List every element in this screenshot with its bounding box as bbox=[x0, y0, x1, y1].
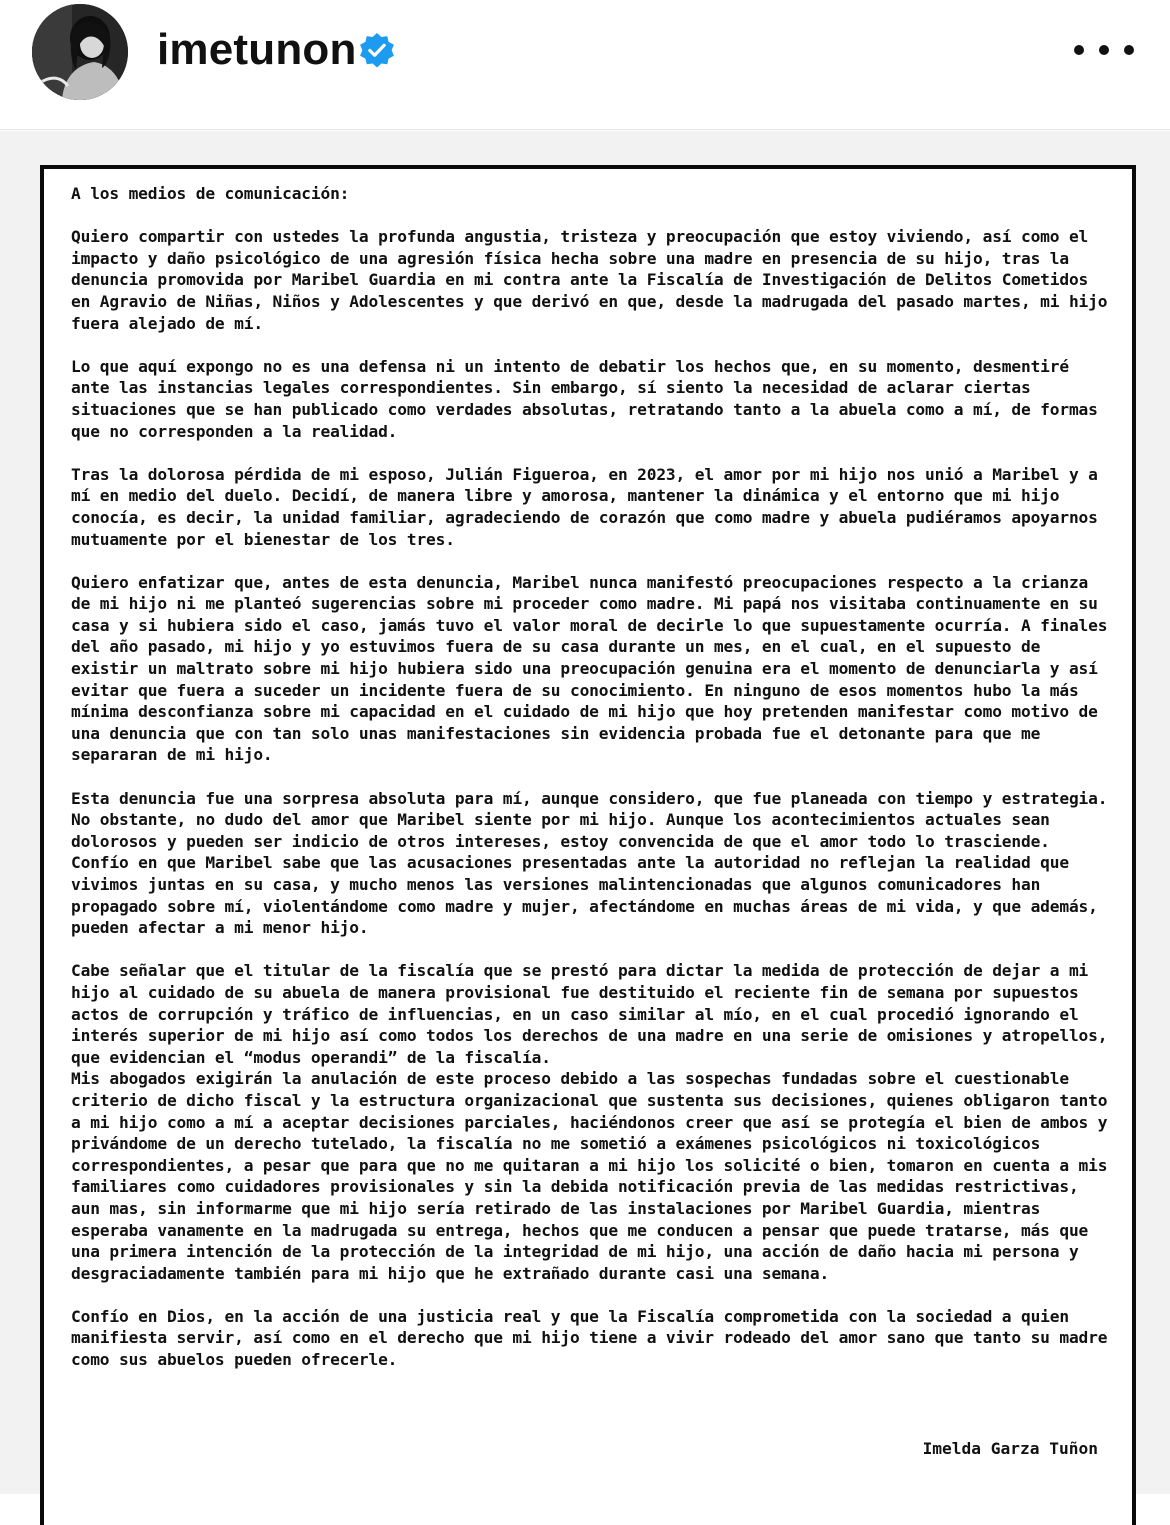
post-image[interactable] bbox=[0, 131, 1170, 1494]
more-dot bbox=[1099, 45, 1109, 55]
letter-signature: Imelda Garza Tuñon bbox=[922, 1439, 1098, 1458]
more-options-icon[interactable] bbox=[1074, 30, 1134, 70]
verified-badge-icon bbox=[358, 32, 396, 70]
letter-paragraph: Confío en Dios, en la acción de una justicia real y que la Fiscalía comprometida con la sociedad a quien manifiesta servir, así como en el derecho que mi hijo tiene a vivir rodeado del amor sano que tanto su madre como sus abuelos pueden ofrecerle. bbox=[71, 1306, 1108, 1370]
letter-paragraph: Esta denuncia fue una sorpresa absoluta para mí, aunque considero, que fue planeada con tiempo y estrategia. No obstante, no dudo del amor que Maribel siente por mi hijo. Aunque los acontecimientos actuales sean dolorosos y pueden ser indicio de otros intereses, estoy convencida de que el amor todo lo trasciende. Confío en que Maribel sabe que las acusaciones presentadas ante la autoridad no reflejan la realidad que vivimos juntas en su casa, y mucho menos las versiones malintencionadas que algunos comunicadores han propagado sobre mí, violentándome como madre y mujer, afectándome en muchas áreas de mi vida, y que además, pueden afectar a mi menor hijo. bbox=[71, 788, 1108, 938]
post-header bbox=[0, 0, 1170, 130]
profile-username[interactable]: imetunon bbox=[157, 25, 357, 74]
letter-body bbox=[71, 183, 1111, 1392]
more-dot bbox=[1074, 45, 1084, 55]
letter-paragraph: Lo que aquí expongo no es una defensa ni un intento de debatir los hechos que, en su momento, desmentiré ante las instancias legales correspondientes. Sin embargo, sí siento la necesidad de aclarar ciertas situaciones que se han publicado como verdades absolutas, retratando tanto a la abuela como a mí, de formas que no corresponden a la realidad. bbox=[71, 356, 1098, 441]
avatar[interactable] bbox=[32, 4, 128, 100]
letter-greeting: A los medios de comunicación: bbox=[71, 184, 350, 203]
letter-paragraph: Cabe señalar que el titular de la fiscalía que se prestó para dictar la medida de protección de dejar a mi hijo al cuidado de su abuela de manera provisional fue destituido el reciente fin de semana por supuestos actos de corrupción y tráfico de influencias, en un caso similar al mío, en el cual procedió ignorando el interés superior de mi hijo así como todos los derechos de una madre en una serie de omisiones y atropellos, que evidencian el “modus operandi” de la fiscalía. bbox=[71, 961, 1108, 1067]
letter-paragraph: Tras la dolorosa pérdida de mi esposo, Julián Figueroa, en 2023, el amor por mi hijo nos unió a Maribel y a mí en medio del duelo. Decidí, de manera libre y amorosa, mantener la dinámica y el entorno que mi hijo conocía, es decir, la unidad familiar, agradeciendo de corazón que como madre y abuela pudiéramos apoyarnos mutuamente por el bienestar de los tres. bbox=[71, 464, 1098, 549]
letter-paragraph: Quiero compartir con ustedes la profunda angustia, tristeza y preocupación que estoy viviendo, así como el impacto y daño psicológico de una agresión física hecha sobre una madre en presencia de su hijo, tras la denuncia promovida por Maribel Guardia en mi contra ante la Fiscalía de Investigación de Delitos Cometidos en Agravio de Niñas, Niños y Adolescentes y que derivó en que, desde la madrugada del pasado martes, mi hijo fuera alejado de mí. bbox=[71, 227, 1108, 333]
letter-paragraph: Quiero enfatizar que, antes de esta denuncia, Maribel nunca manifestó preocupaciones respecto a la crianza de mi hijo ni me planteó sugerencias sobre mi proceder como madre. Mi papá nos visitaba continuamente en su casa y si hubiera sido el caso, jamás tuvo el valor moral de decirle lo que supuestamente ocurría. A finales del año pasado, mi hijo y yo estuvimos fuera de su casa durante un mes, en el cual, en el supuesto de existir un maltrato sobre mi hijo hubiera sido una preocupación genuina era el momento de denunciarla y así evitar que fuera a suceder un incidente fuera de su conocimiento. En ninguno de esos momentos hubo la más mínima desconfianza sobre mi capacidad en el cuidado de mi hijo que hoy pretenden manifestar como motivo de una denuncia que con tan solo unas manifestaciones sin evidencia probada fue el detonante para que me separaran de mi hijo. bbox=[71, 572, 1108, 765]
letter-paragraph: Mis abogados exigirán la anulación de este proceso debido a las sospechas fundadas sobre el cuestionable criterio de dicho fiscal y la estructura organizacional que sustenta sus decisiones, quienes obligaron tanto a mi hijo como a mí a aceptar decisiones parciales, haciéndonos creer que así se protegía el bien de ambos y privándome de un derecho tutelado, la fiscalía no me sometió a exámenes psicológicos ni toxicológicos correspondientes, a pesar que para que no me quitaran a mi hijo los solicité o bien, tomaron en cuenta a mis familiares como cuidadores provisionales y sin la debida notificación previa de las medidas restrictivas, aun mas, sin informarme que mi hijo sería retirado de las instalaciones por Maribel Guardia, mientras esperaba vanamente en la madrugada su entrega, hechos que me conducen a pensar que puede tratarse, más que una primera intención de la protección de la integridad de mi hijo, una acción de daño hacia mi persona y desgraciadamente también para mi hijo que he extrañado durante casi una semana. bbox=[71, 1069, 1108, 1283]
statement-letter bbox=[40, 165, 1136, 1525]
more-dot bbox=[1124, 45, 1134, 55]
avatar-photo bbox=[32, 4, 128, 100]
